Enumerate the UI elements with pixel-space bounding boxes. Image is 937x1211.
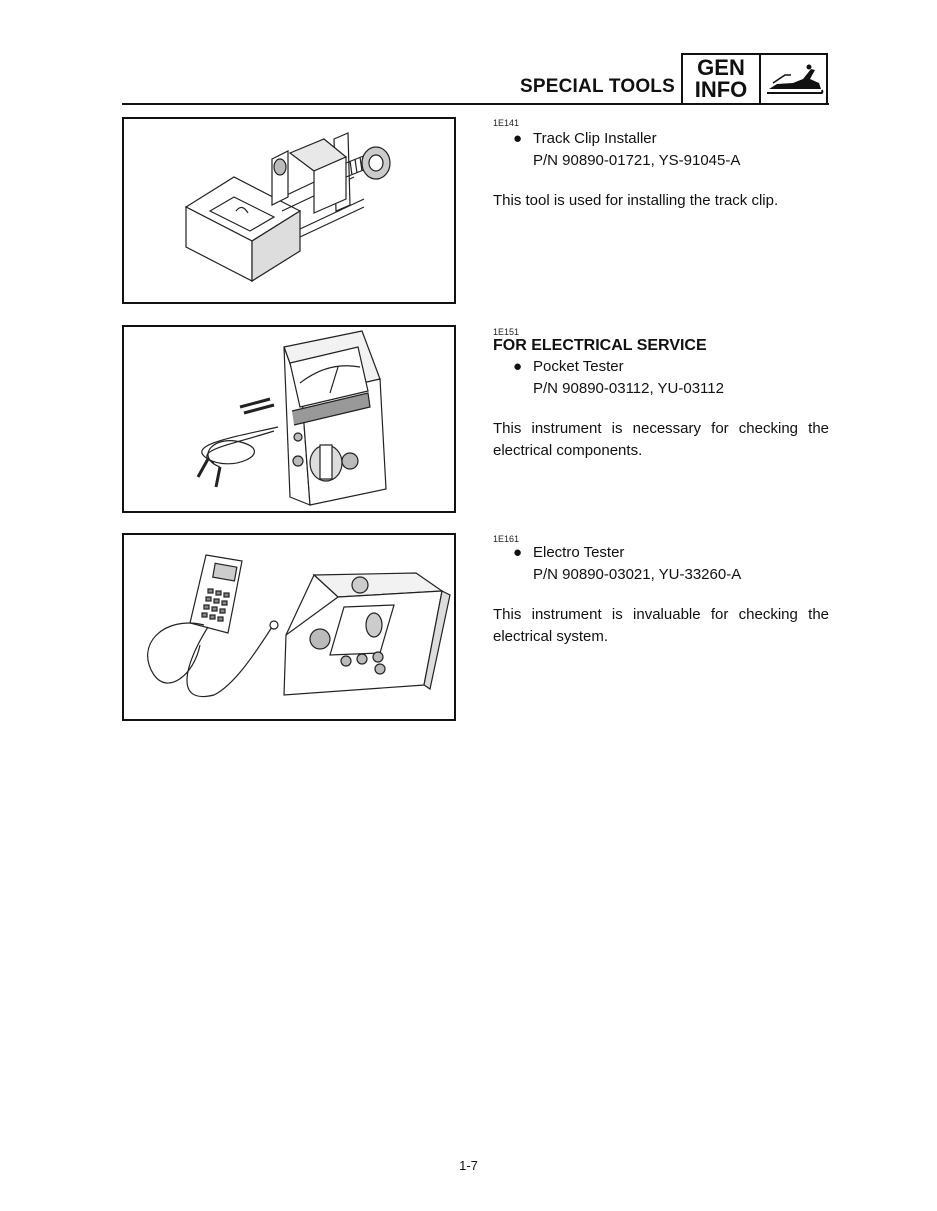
bullet-icon: ● xyxy=(513,130,523,147)
tool-description: This tool is used for installing the track clip. xyxy=(493,192,779,209)
tool-name-label: Track Clip Installer xyxy=(533,130,657,147)
electro-tester-illustration xyxy=(124,535,454,719)
bullet-icon: ● xyxy=(513,358,523,375)
tool-description: This instrument is invaluable for checking the electrical system. xyxy=(493,606,829,645)
figure-track-clip-installer xyxy=(122,117,456,304)
figure-electro-tester xyxy=(122,533,456,721)
badge-text xyxy=(683,55,761,103)
pocket-tester-illustration xyxy=(124,327,454,511)
figure-pocket-tester xyxy=(122,325,456,513)
section-code: 1E161 xyxy=(493,534,520,544)
bullet-icon: ● xyxy=(513,544,523,561)
badge-line-gen: GEN xyxy=(697,55,745,80)
tool-name xyxy=(513,544,624,561)
snowmobile-icon xyxy=(763,57,825,101)
section-badge xyxy=(681,53,828,105)
page-number: 1-7 xyxy=(459,1158,478,1173)
track-clip-installer-illustration xyxy=(124,119,454,302)
page-title: SPECIAL TOOLS xyxy=(520,76,675,97)
badge-line-info: INFO xyxy=(694,77,748,102)
part-number: P/N 90890-03112, YU-03112 xyxy=(533,380,724,397)
tool-name xyxy=(513,130,657,147)
section-code: 1E151 xyxy=(493,327,520,337)
tool-name-label: Pocket Tester xyxy=(533,358,624,375)
section-heading: FOR ELECTRICAL SERVICE xyxy=(493,337,707,354)
part-number: P/N 90890-03021, YU-33260-A xyxy=(533,566,742,583)
part-number: P/N 90890-01721, YS-91045-A xyxy=(533,152,741,169)
tool-name-label: Electro Tester xyxy=(533,544,625,561)
section-code: 1E141 xyxy=(493,118,520,128)
tool-description: This instrument is necessary for checking the electrical components. xyxy=(493,420,829,459)
tool-name xyxy=(513,358,624,375)
header-rule xyxy=(122,103,829,105)
